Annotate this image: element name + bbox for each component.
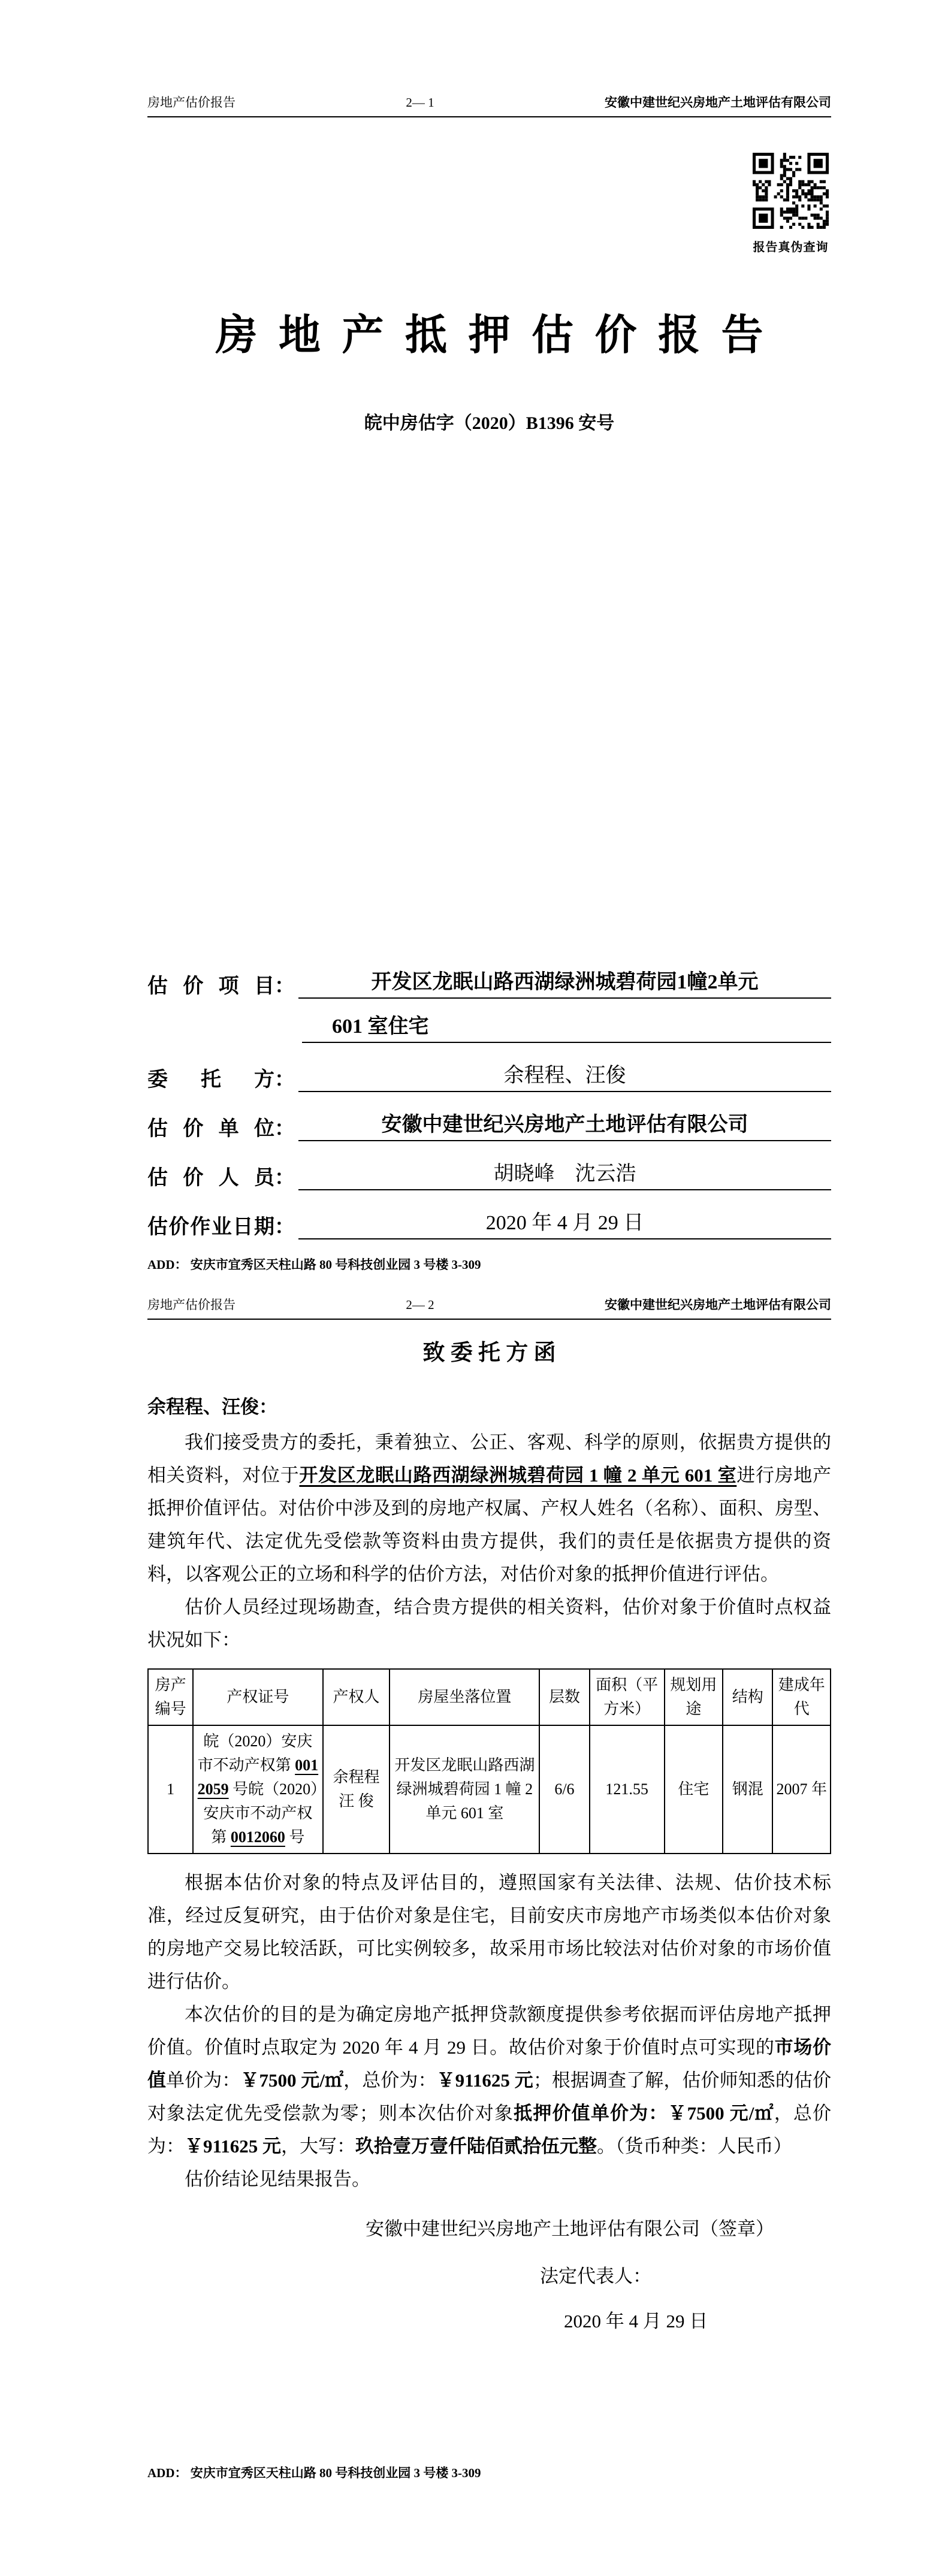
form-row-project [147, 950, 831, 999]
page1-running-header [147, 93, 831, 117]
cert-text: 皖（2020）安庆市不动产权第 [197, 1733, 313, 1774]
work-date-value: 2020 年 4 月 29 日 [298, 1206, 831, 1239]
p4-text: ；根据调查了解，估价师知悉的估价对象法定优先受偿款为零；则本次估价对象 [147, 2070, 831, 2124]
cert-number-2: 0012060 [230, 1828, 285, 1846]
page-number: 2— 1 [406, 95, 434, 110]
th-floors: 层数 [539, 1669, 589, 1725]
project-value-line2: 601 室住宅 [302, 1009, 831, 1043]
signature-date: 2020 年 4 月 29 日 [564, 2311, 708, 2332]
project-value: 开发区龙眠山路西湖绿洲城碧荷园1幢2单元 [298, 965, 831, 999]
project-label: 估价项目 [147, 975, 274, 997]
page2-running-header [147, 1295, 831, 1320]
cell-area: 121.55 [590, 1725, 665, 1854]
page-number: 2— 2 [406, 1298, 434, 1312]
p4-text: 。（货币种类：人民币） [597, 2136, 792, 2157]
salutation: 余程程、汪俊： [147, 1396, 277, 1417]
qr-code-icon [753, 153, 829, 229]
p4-text: ，大写： [281, 2136, 356, 2157]
letter-paragraph-4 [147, 1998, 831, 2163]
cert-number-1: 0012059 [197, 1756, 319, 1798]
p1-text: 我们接受贵方的委托，秉着独立、公正、客观、科学的原则，依据贵方提供的相关资料，对位于 [147, 1432, 831, 1486]
p4-text: 本次估价的目的是为确定房地产抵押贷款额度提供参考依据而评估房地产抵押价值。价值时点取定为 2020 年 4 月 29 日。故估价对象于价值时点可实现的 [147, 2004, 831, 2058]
qr-block [753, 153, 829, 255]
p4-market-value-term: 市场价值 [147, 2037, 831, 2091]
th-property-no: 房产编号 [148, 1669, 193, 1725]
cell-year: 2007 年 [772, 1725, 831, 1854]
label-colon: ： [274, 975, 295, 997]
client-value: 余程程、汪俊 [298, 1059, 831, 1092]
letter-title: 致 委 托 方 函 [422, 1341, 556, 1365]
table-header-row [148, 1669, 831, 1725]
p4-text: ，总价为： [147, 2103, 832, 2157]
p4-mortgage-total-price: ￥911625 元 [185, 2136, 282, 2157]
cell-use: 住宅 [665, 1725, 723, 1854]
th-structure: 结构 [723, 1669, 772, 1725]
header-company: 安徽中建世纪兴房地产土地评估有限公司 [605, 95, 831, 110]
qr-caption: 报告真伪查询 [753, 241, 829, 254]
property-rights-table [147, 1668, 831, 1854]
p1-text: 进行房地产抵押价值评估。对估价中涉及到的房地产权属、产权人姓名（名称）、面积、房型、建筑年代、法定优先受偿款等资料由贵方提供，我们的责任是依据贵方提供的资料，以客观公正的立场和科学的估价方法，对估价对象的抵押价值进行评估。 [147, 1465, 831, 1585]
form-row-client [147, 1043, 831, 1092]
cell-owner [323, 1725, 390, 1854]
p4-text: 单价为： [166, 2070, 241, 2091]
p4-text: ，总价为： [343, 2070, 437, 2091]
cell-location: 开发区龙眠山路西湖绿洲城碧荷园 1 幢 2 单元 601 室 [390, 1725, 539, 1854]
th-cert-no: 产权证号 [193, 1669, 322, 1725]
cert-text: 号 [228, 1780, 249, 1798]
owner-name-2: 汪 俊 [339, 1792, 374, 1810]
p4-mortgage-unit-price: ￥7500 元/㎡ [668, 2103, 774, 2124]
appraisers-label: 估价人员 [147, 1167, 274, 1189]
cell-property-no: 1 [148, 1725, 193, 1854]
table-row [148, 1725, 831, 1854]
appraisers-value: 胡晓峰 沈云浩 [298, 1157, 831, 1190]
cell-floors: 6/6 [539, 1725, 589, 1854]
page2-address-footer: ADD： 安庆市宜秀区天柱山路 80 号科技创业园 3 号楼 3-309 [147, 2466, 481, 2480]
p1-property-address: 开发区龙眠山路西湖绿洲城碧荷园 1 幢 2 单元 601 室 [299, 1465, 737, 1486]
agency-label: 估价单位 [147, 1118, 274, 1140]
form-row-appraisers [147, 1141, 831, 1190]
cell-cert-no [193, 1725, 322, 1854]
p4-amount-in-words: 玖拾壹万壹仟陆佰贰拾伍元整 [355, 2136, 597, 2157]
th-owner: 产权人 [323, 1669, 390, 1725]
header-doc-type: 房地产估价报告 [147, 1298, 236, 1312]
signature-legal-rep: 法定代表人： [540, 2266, 651, 2287]
page1-address-footer: ADD： 安庆市宜秀区天柱山路 80 号科技创业园 3 号楼 3-309 [147, 1257, 481, 1272]
p4-mortgage-value-term: 抵押价值单价为： [514, 2103, 668, 2124]
form-row-project-line2 [147, 999, 831, 1043]
letter-paragraph-2: 估价人员经过现场勘查，结合贵方提供的相关资料，估价对象于价值时点权益状况如下： [147, 1597, 831, 1650]
cert-text: 号 [285, 1828, 305, 1846]
report-number: 皖中房估字（2020）B1396 安号 [364, 413, 615, 433]
owner-name-1: 余程程 [333, 1768, 380, 1786]
label-colon: ： [274, 1167, 295, 1189]
report-title: 房 地 产 抵 押 估 价 报 告 [215, 313, 763, 359]
page-2 [0, 1282, 951, 2576]
th-location: 房屋坐落位置 [390, 1669, 539, 1725]
p4-total-price: ￥911625 元 [436, 2070, 533, 2091]
th-year-built: 建成年代 [772, 1669, 831, 1725]
form-row-date [147, 1190, 831, 1239]
work-date-label: 估价作业日期 [147, 1216, 274, 1238]
label-colon: ： [274, 1216, 295, 1238]
form-row-agency [147, 1092, 831, 1141]
th-area: 面积（平方米） [590, 1669, 665, 1725]
th-planned-use: 规划用途 [665, 1669, 723, 1725]
signature-company: 安徽中建世纪兴房地产土地评估有限公司（签章） [366, 2218, 774, 2239]
letter-paragraph-5: 估价结论见结果报告。 [185, 2169, 370, 2190]
header-company: 安徽中建世纪兴房地产土地评估有限公司 [605, 1298, 831, 1312]
label-colon: ： [274, 1118, 295, 1140]
cell-structure: 钢混 [723, 1725, 772, 1854]
page-1 [0, 0, 951, 1282]
p4-unit-price: ￥7500 元/㎡ [240, 2070, 344, 2091]
agency-value: 安徽中建世纪兴房地产土地评估有限公司 [298, 1108, 831, 1141]
cert-text: 皖（2020）安庆市不动产权第 [203, 1780, 319, 1846]
letter-paragraph-3: 根据本估价对象的特点及评估目的，遵照国家有关法律、法规、估价技术标准，经过反复研究，由于估价对象是住宅，目前安庆市房地产市场类似本估价对象的房地产交易比较活跃，可比实例较多，故采用市场比较法对估价对象的市场价值进行估价。 [147, 1872, 831, 1992]
cover-form [147, 950, 831, 1239]
client-label: 委托方 [147, 1069, 274, 1091]
letter-paragraph-1 [147, 1426, 831, 1591]
label-colon: ： [274, 1069, 295, 1091]
header-doc-type: 房地产估价报告 [147, 95, 236, 110]
